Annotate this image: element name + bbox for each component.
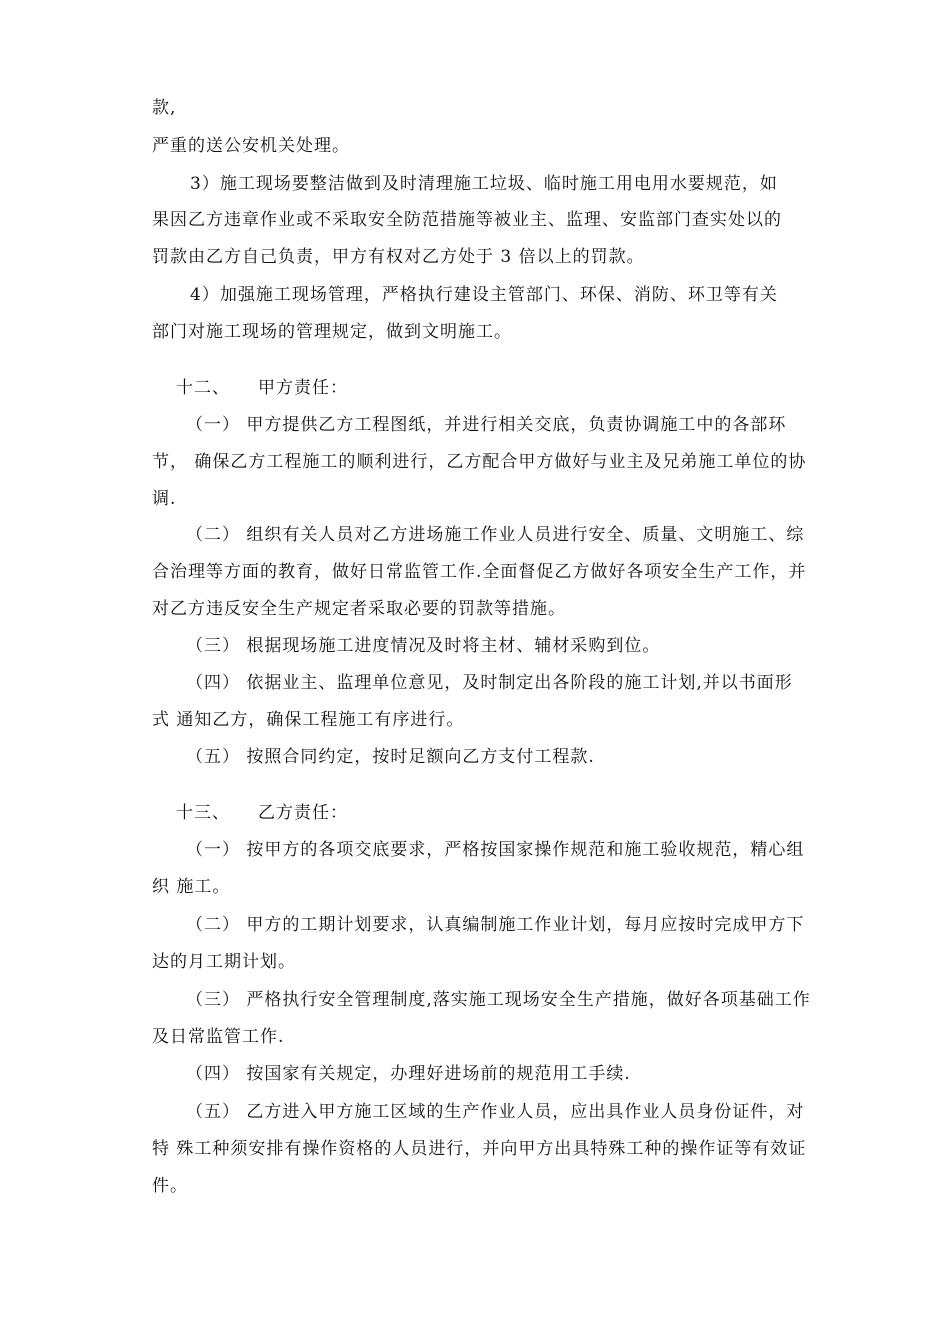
section-13-item-3-line-2: 及日常监管工作. bbox=[152, 1027, 285, 1047]
section-13-item-4-line-1: （四） 按国家有关规定，办理好进场前的规范用工手续. bbox=[186, 1064, 631, 1084]
section-12-item-4-line-1: （四） 依据业主、监理单位意见，及时制定出各阶段的施工计划,并以书面形 bbox=[186, 673, 793, 693]
section-12-item-2-line-1: （二） 组织有关人员对乙方进场施工作业人员进行安全、质量、文明施工、综 bbox=[186, 525, 805, 545]
item-4-line-2: 部门对施工现场的管理规定，做到文明施工。 bbox=[152, 322, 512, 342]
section-12-title: 甲方责任： bbox=[258, 378, 348, 398]
section-12-heading bbox=[176, 376, 348, 400]
item-3-line-2: 果因乙方违章作业或不采取安全防范措施等被业主、监理、安监部门查实处以的 bbox=[152, 210, 782, 230]
item-3-line-3: 罚款由乙方自己负责，甲方有权对乙方处于 3 倍以上的罚款。 bbox=[152, 247, 645, 267]
section-13-heading bbox=[176, 801, 348, 825]
section-12-item-4-line-2: 式 通知乙方，确保工程施工有序进行。 bbox=[152, 710, 465, 730]
section-13-item-3-line-1: （三） 严格执行安全管理制度,落实施工现场安全生产措施，做好各项基础工作 bbox=[186, 990, 811, 1010]
section-12-item-3-line-1: （三） 根据现场施工进度情况及时将主材、辅材采购到位。 bbox=[186, 636, 661, 656]
section-12-item-1-line-2: 节， 确保乙方工程施工的顺利进行，乙方配合甲方做好与业主及兄弟施工单位的协 bbox=[152, 452, 807, 472]
section-12-number: 十二、 bbox=[176, 378, 230, 398]
section-13-item-5-line-3: 件。 bbox=[152, 1176, 188, 1196]
section-12-item-2-line-2: 合治理等方面的教育，做好日常监管工作.全面督促乙方做好各项安全生产工作，并 bbox=[152, 562, 807, 582]
paragraph-line: 款, bbox=[152, 98, 177, 118]
section-13-item-1-line-1: （一） 按甲方的各项交底要求，严格按国家操作规范和施工验收规范，精心组 bbox=[186, 840, 805, 860]
section-13-number: 十三、 bbox=[176, 803, 230, 823]
section-12-item-1-line-1: （一） 甲方提供乙方工程图纸，并进行相关交底，负责协调施工中的各部环 bbox=[186, 415, 787, 435]
section-12-item-1-line-3: 调. bbox=[152, 489, 177, 509]
section-12-item-2-line-3: 对乙方违反安全生产规定者采取必要的罚款等措施。 bbox=[152, 599, 566, 619]
section-13-item-5-line-1: （五） 乙方进入甲方施工区域的生产作业人员，应出具作业人员身份证件，对 bbox=[186, 1102, 805, 1122]
section-13-item-1-line-2: 织 施工。 bbox=[152, 877, 231, 897]
section-13-item-2-line-2: 达的月工期计划。 bbox=[152, 952, 296, 972]
section-13-item-2-line-1: （二） 甲方的工期计划要求，认真编制施工作业计划，每月应按时完成甲方下 bbox=[186, 915, 805, 935]
section-12-item-5-line-1: （五） 按照合同约定，按时足额向乙方支付工程款. bbox=[186, 747, 595, 767]
section-13-title: 乙方责任： bbox=[258, 803, 348, 823]
item-4-line-1: 4）加强施工现场管理，严格执行建设主管部门、环保、消防、环卫等有关 bbox=[190, 285, 778, 305]
item-3-line-1: 3）施工现场要整洁做到及时清理施工垃圾、临时施工用电用水要规范，如 bbox=[190, 174, 778, 194]
paragraph-line: 严重的送公安机关处理。 bbox=[152, 136, 350, 156]
section-13-item-5-line-2: 特 殊工种须安排有操作资格的人员进行，并向甲方出具特殊工种的操作证等有效证 bbox=[152, 1139, 807, 1159]
